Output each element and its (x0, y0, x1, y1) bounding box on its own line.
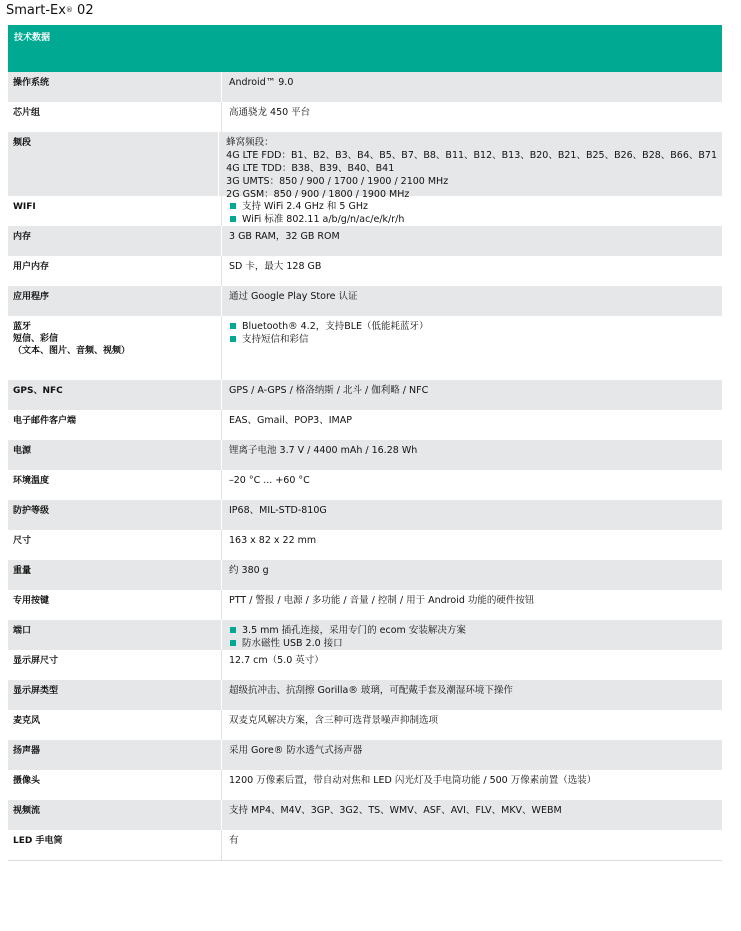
bullet-list (229, 200, 717, 226)
table-row (8, 102, 722, 132)
table-row (8, 256, 722, 286)
row-value (218, 132, 722, 200)
row-value (221, 650, 722, 680)
row-value (221, 500, 722, 530)
value-line: EAS、Gmail、POP3、IMAP (229, 415, 352, 426)
table-row (8, 830, 722, 860)
bullet-item: Bluetooth® 4.2，支持BLE（低能耗蓝牙） (229, 320, 717, 333)
bullet-list (229, 320, 717, 346)
bullet-item: 支持短信和彩信 (229, 333, 717, 346)
row-label: 蓝牙 短信、彩信 （文本、图片、音频、视频） (13, 322, 131, 356)
row-value (221, 740, 722, 770)
row-label: 麦克风 (13, 716, 41, 726)
table-row (8, 196, 722, 226)
row-label: 应用程序 (13, 292, 50, 302)
table-row (8, 286, 722, 316)
table-row (8, 770, 722, 800)
value-line: 有 (229, 835, 239, 846)
row-value (221, 830, 722, 860)
table-body (8, 72, 722, 860)
title-registered-mark: ® (65, 6, 73, 14)
value-line: 1200 万像素后置，带自动对焦和 LED 闪光灯及手电筒功能 / 500 万像素前置（选装） (229, 775, 597, 786)
row-label: 重量 (13, 566, 32, 576)
table-row (8, 410, 722, 440)
row-label: 用户内存 (13, 262, 50, 272)
table-row (8, 72, 722, 102)
table-row (8, 590, 722, 620)
row-label: 频段 (13, 138, 32, 148)
table-row (8, 620, 722, 650)
row-value (221, 286, 722, 316)
value-line: 3 GB RAM，32 GB ROM (229, 231, 340, 242)
row-value (221, 72, 722, 102)
row-value (221, 380, 722, 410)
row-label: 显示屏类型 (13, 686, 59, 696)
row-label: 显示屏尺寸 (13, 656, 59, 666)
row-label: LED 手电筒 (13, 836, 63, 846)
value-line: IP68、MIL-STD-810G (229, 505, 327, 516)
row-value (221, 256, 722, 286)
value-line: 3G UMTS：850 / 900 / 1700 / 1900 / 2100 MHz (226, 176, 449, 187)
row-label: WIFI (13, 202, 36, 212)
table-row (8, 560, 722, 590)
row-label: 操作系统 (13, 78, 50, 88)
row-value (221, 102, 722, 132)
value-line: 4G LTE FDD：B1、B2、B3、B4、B5、B7、B8、B11、B12、B13、B20、B21、B25、B26、B28、B66、B71 (226, 150, 717, 161)
row-value (221, 196, 722, 226)
bullet-item: WiFi 标准 802.11 a/b/g/n/ac/e/k/r/h (229, 213, 717, 226)
bullet-list (229, 624, 717, 650)
row-label: 电源 (13, 446, 32, 456)
row-value (221, 770, 722, 800)
row-value (221, 620, 722, 650)
row-label: 端口 (13, 626, 32, 636)
value-line: Android™ 9.0 (229, 77, 294, 88)
table-header: 技术数据 (8, 25, 722, 72)
table-row (8, 740, 722, 770)
value-line: 锂离子电池 3.7 V / 4400 mAh / 16.28 Wh (229, 445, 418, 456)
bullet-item: 防水磁性 USB 2.0 接口 (229, 637, 717, 650)
row-value (221, 530, 722, 560)
row-value (221, 800, 722, 830)
table-row (8, 710, 722, 740)
value-line: GPS / A-GPS / 格洛纳斯 / 北斗 / 伽利略 / NFC (229, 385, 429, 396)
value-line: –20 °C ... +60 °C (229, 475, 310, 486)
value-line: 高通骁龙 450 平台 (229, 107, 311, 118)
value-line: 2G GSM：850 / 900 / 1800 / 1900 MHz (226, 189, 410, 200)
table-row (8, 440, 722, 470)
bullet-item: 支持 WiFi 2.4 GHz 和 5 GHz (229, 200, 717, 213)
document-title (6, 2, 94, 20)
value-line: 通过 Google Play Store 认证 (229, 291, 358, 302)
value-line: 超级抗冲击、抗刮擦 Gorilla® 玻璃，可配戴手套及潮湿环境下操作 (229, 685, 513, 696)
row-value (221, 710, 722, 740)
value-line: 采用 Gore® 防水透气式扬声器 (229, 745, 363, 756)
table-row (8, 470, 722, 500)
table-row (8, 316, 722, 380)
table-row (8, 800, 722, 830)
row-value (221, 680, 722, 710)
row-label: 专用按键 (13, 596, 50, 606)
row-value (221, 440, 722, 470)
row-value (221, 226, 722, 256)
table-row (8, 500, 722, 530)
table-row (8, 132, 722, 200)
value-line: 蜂窝频段： (226, 137, 274, 148)
row-label: 内存 (13, 232, 32, 242)
row-label: 视频流 (13, 806, 41, 816)
value-line: 163 x 82 x 22 mm (229, 535, 317, 546)
table-row (8, 650, 722, 680)
value-line: 12.7 cm（5.0 英寸） (229, 655, 324, 666)
row-label: 摄像头 (13, 776, 41, 786)
row-value (221, 470, 722, 500)
row-label: 防护等级 (13, 506, 50, 516)
row-value (221, 316, 722, 380)
row-label: 芯片组 (13, 108, 41, 118)
value-line: 支持 MP4、M4V、3GP、3G2、TS、WMV、ASF、AVI、FLV、MKV、WEBM (229, 805, 562, 816)
value-line: 双麦克风解决方案，含三种可选背景噪声抑制选项 (229, 715, 439, 726)
row-label: GPS、NFC (13, 386, 63, 396)
table-row (8, 680, 722, 710)
table-row (8, 226, 722, 256)
bullet-item: 3.5 mm 插孔连接，采用专门的 ecom 安装解决方案 (229, 624, 717, 637)
row-label: 环境温度 (13, 476, 50, 486)
title-text: Smart-Ex (6, 3, 66, 18)
table-row (8, 380, 722, 410)
value-line: SD 卡，最大 128 GB (229, 261, 322, 272)
row-label: 扬声器 (13, 746, 41, 756)
value-line: PTT / 警报 / 电源 / 多功能 / 音量 / 控制 / 用于 Android 功能的硬件按钮 (229, 595, 535, 606)
table-row (8, 530, 722, 560)
value-line: 约 380 g (229, 565, 269, 576)
row-label: 电子邮件客户端 (13, 416, 77, 426)
row-value (221, 590, 722, 620)
value-line: 4G LTE TDD：B38、B39、B40、B41 (226, 163, 395, 174)
spec-table (8, 25, 722, 861)
row-label: 尺寸 (13, 536, 32, 546)
row-value (221, 560, 722, 590)
title-suffix: 02 (72, 3, 94, 18)
row-value (221, 410, 722, 440)
